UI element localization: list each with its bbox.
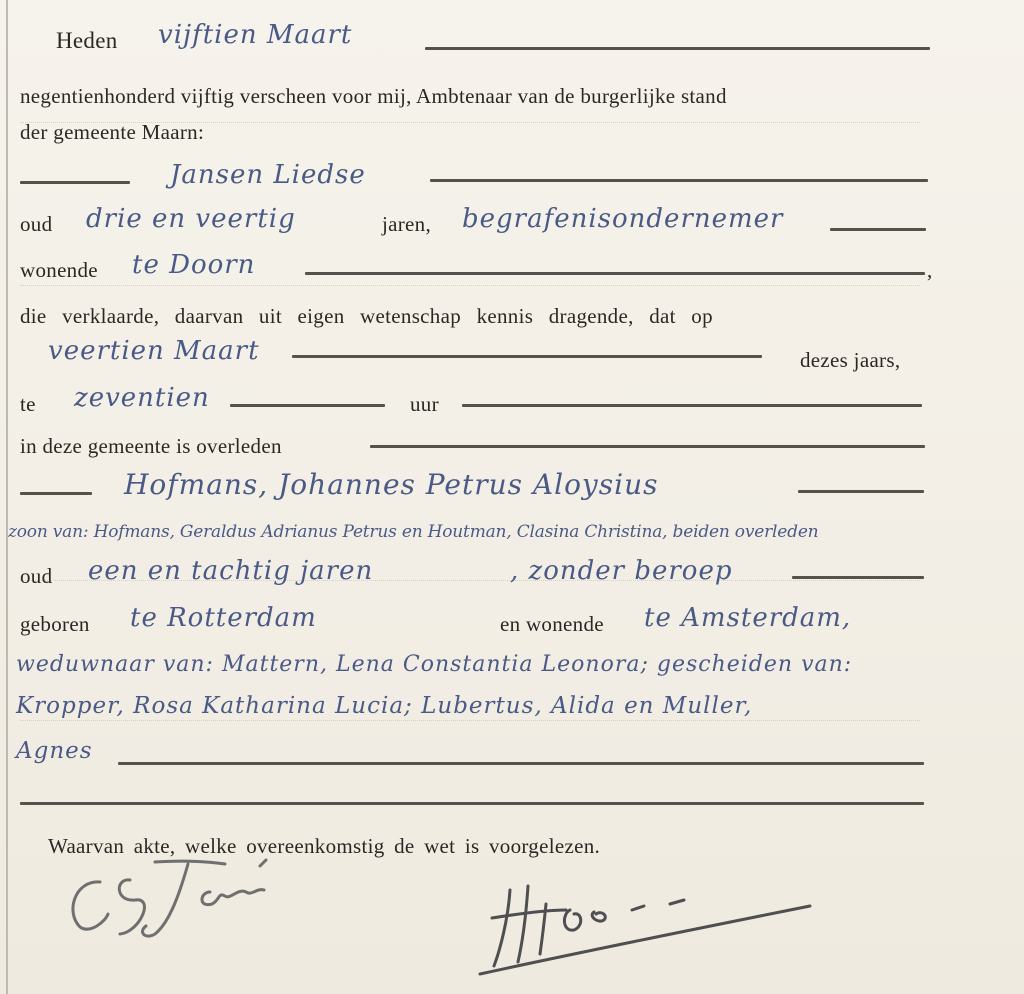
declarant-age: drie en veertig [86, 204, 296, 234]
fill-line [20, 802, 924, 805]
fill-line [830, 228, 926, 231]
oud-label: oud [20, 212, 53, 236]
ruling [20, 720, 920, 721]
died-line: in deze gemeente is overleden [20, 434, 282, 458]
geboren-label: geboren [20, 612, 90, 636]
fill-line [792, 576, 924, 579]
deceased-age: een en tachtig jaren [88, 556, 374, 586]
deceased-occupation: , zonder beroep [510, 556, 733, 586]
fill-line [305, 272, 925, 275]
page-edge [6, 0, 8, 994]
fill-line [798, 490, 924, 493]
fill-line [230, 404, 385, 407]
birthplace: te Rotterdam [130, 603, 317, 633]
deceased-residence: te Amsterdam, [644, 603, 852, 633]
deceased-name: Hofmans, Johannes Petrus Aloysius [124, 468, 659, 501]
comma: , [927, 258, 933, 282]
declarant-name: Jansen Liedse [170, 160, 366, 190]
fill-line [292, 355, 762, 358]
en-wonende-label: en wonende [500, 612, 604, 636]
closing-line: Waarvan akte, welke overeenkomstig de wet is voorgelezen. [48, 834, 601, 858]
fill-line [462, 404, 922, 407]
declarant-occupation: begrafenisondernemer [462, 204, 784, 234]
jaren-label: jaren, [382, 212, 432, 236]
te-label: te [20, 392, 36, 416]
fill-line [118, 762, 924, 765]
ruling [20, 285, 920, 286]
municipality-line: der gemeente Maarn: [20, 120, 205, 144]
spouse-line-3: Agnes [16, 738, 93, 764]
fill-line [430, 179, 928, 182]
statement-line: die verklaarde, daarvan uit eigen wetenschap kennis dragende, dat op [20, 304, 713, 328]
dezes-jaars-label: dezes jaars, [800, 348, 901, 372]
signature-right [470, 870, 820, 980]
signature-left [60, 852, 290, 942]
oud-label-2: oud [20, 564, 53, 588]
fill-line [425, 47, 930, 50]
spouse-line-1: weduwnaar van: Mattern, Lena Constantia Leonora; gescheiden van: [16, 652, 853, 677]
heden-label: Heden [56, 28, 118, 53]
wonende-label: wonende [20, 258, 98, 282]
spouse-line-2: Kropper, Rosa Katharina Lucia; Lubertus, Alida en Muller, [16, 693, 753, 719]
death-date: veertien Maart [48, 336, 260, 366]
fill-line [20, 181, 130, 184]
fill-line [370, 445, 925, 448]
parents-line: zoon van: Hofmans, Geraldus Adrianus Petrus en Houtman, Clasina Christina, beiden overleden [8, 522, 819, 542]
declarant-residence: te Doorn [132, 250, 256, 280]
fill-line [20, 492, 92, 495]
death-hour: zeventien [74, 383, 210, 413]
heden-value: vijftien Maart [158, 20, 353, 50]
intro-line: negentienhonderd vijftig verscheen voor mij, Ambtenaar van de burgerlijke stand [20, 84, 727, 108]
uur-label: uur [410, 392, 439, 416]
